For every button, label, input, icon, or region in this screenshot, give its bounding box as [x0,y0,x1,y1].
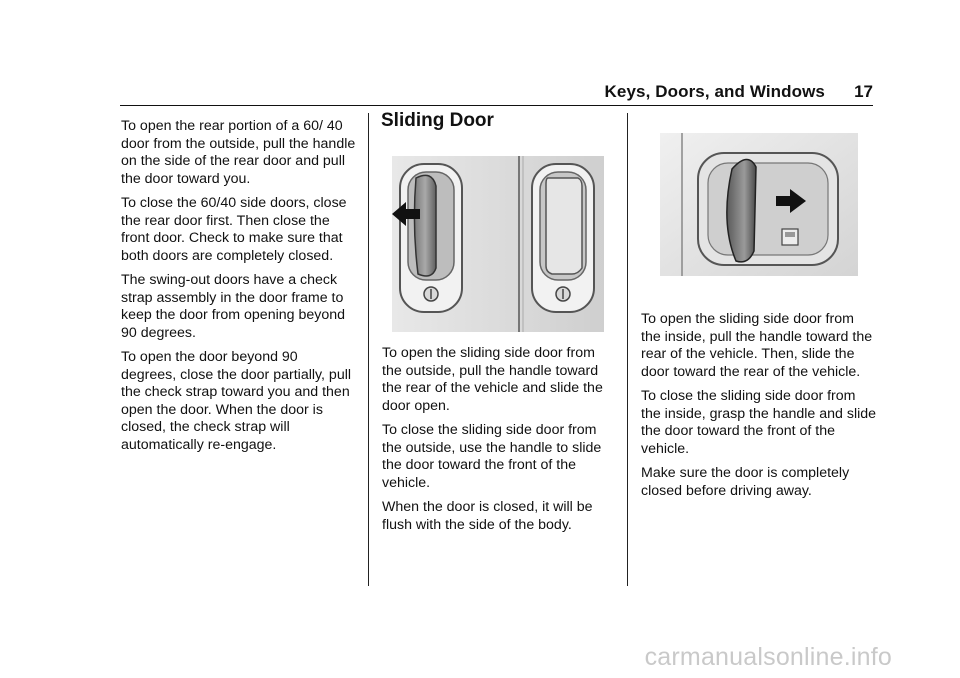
column-divider-right [627,113,628,586]
paragraph: To open the rear portion of a 60/ 40 door from the outside, pull the handle on the side of the rear door and pull the door toward you. [121,118,356,187]
paragraph: To open the sliding side door from the inside, pull the handle toward the rear of the vehicle. Then, slide the door toward the rear of the vehicle. [641,311,873,380]
paragraph: To open the door beyond 90 degrees, close the door partially, pull the check strap toward you and then open the door. When the door is closed, the check strap will automatically re-engage. [121,349,352,453]
paragraph: When the door is closed, it will be flush with the side of the body. [382,499,593,533]
column-3 [641,311,877,507]
section-title: Sliding Door [381,110,494,131]
paragraph: To close the 60/40 side doors, close the rear door first. Then close the front door. Check to make sure that both doors are completely closed. [121,195,347,264]
paragraph: The swing-out doors have a check strap assembly in the door frame to keep the door from opening beyond 90 degrees. [121,272,346,341]
watermark: carmanualsonline.info [644,643,892,671]
exterior-door-handle-illustration [392,156,604,332]
header-rule [120,105,873,106]
paragraph: To close the sliding side door from the outside, use the handle to slide the door toward the front of the vehicle. [382,422,602,491]
column-1 [121,118,356,461]
column-2 [382,345,612,541]
paragraph: Make sure the door is completely closed before driving away. [641,465,850,499]
section-header-title: Keys, Doors, and Windows [604,82,825,101]
column-divider-left [368,113,369,586]
paragraph: To close the sliding side door from the inside, grasp the handle and slide the door toward the front of the vehicle. [641,388,877,457]
page-number: 17 [854,82,873,101]
paragraph: To open the sliding side door from the outside, pull the handle toward the rear of the vehicle and slide the door open. [382,345,603,414]
interior-door-handle-illustration [660,133,858,276]
